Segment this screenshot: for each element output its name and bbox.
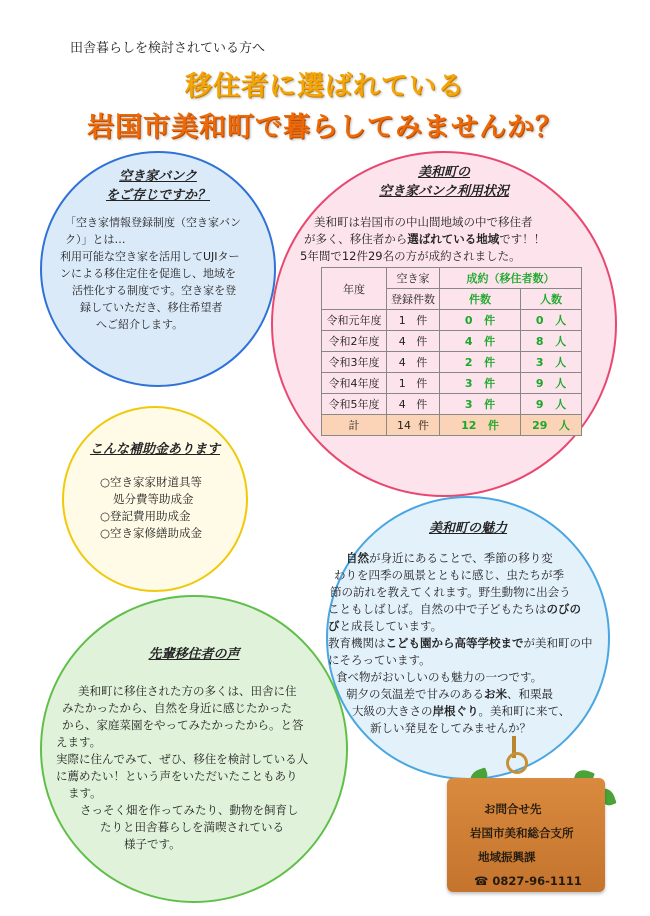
- charm-body: 自然が身近にあることで、季節の移り変 わりを四季の風景とともに感じ、虫たちが季 節の訪れを教えてくれます。野生動物に出会う こともしばしば。自然の中で子どもたちはのびの びと成長しています。 教育機関はこども園から高等学校までが美和町の中 にそろっています。 食べ物がおいしいのも魅力の一つです。 朝夕の気温差で甘みのあるお米、和栗最 大級の大きさの岸根ぐり。美和町に来て、 新しい発見をしてみませんか？: [328, 551, 593, 735]
- subsidy-item: ○空き家家財道具等: [100, 475, 203, 489]
- col-cases-header: 件数: [440, 289, 521, 310]
- akiya-bank-heading: 空き家バンク をご存じですか？: [105, 169, 210, 203]
- charm-heading: 美和町の魅力: [428, 521, 507, 536]
- intro-text: 田舎暮らしを検討されている方へ: [70, 41, 266, 56]
- col-contract-header: 成約（移住者数）: [440, 268, 582, 289]
- voices-heading: 先輩移住者の声: [148, 647, 240, 662]
- board-ring: [506, 752, 528, 774]
- table-total-row: 計 14 件 12 件 29 人: [322, 415, 582, 436]
- table-row: 令和3年度 4 件 2 件 3 人: [322, 352, 582, 373]
- col-year-header: 年度: [322, 268, 387, 310]
- subsidy-item: 処分費等助成金: [113, 492, 194, 506]
- contact-dept: 地域振興課: [478, 850, 536, 864]
- table-row: 令和元年度 1 件 0 件 0 人: [322, 310, 582, 331]
- col-reg-header2: 登録件数: [387, 289, 440, 310]
- subsidy-list: [100, 474, 240, 542]
- subsidy-item: ○登記費用助成金: [100, 509, 191, 523]
- usage-table: [321, 267, 582, 436]
- usage-intro: 美和町は岩国市の中山間地域の中で移住者 が多く、移住者から選ばれている地域です！！ 5年間で12件29名の方が成約されました。: [300, 215, 546, 263]
- contact-title: お問合せ先: [484, 802, 542, 816]
- akiya-bank-body: 「空き家情報登録制度（空き家バン ク）」とは… 利用可能な空き家を活用してUJIター ンによる移住定住を促進し、地域を 活性化する制度です。空き家を登 録していただき、移住希望者 へご紹介します。: [60, 216, 241, 331]
- subsidy-heading: こんな補助金あります: [89, 442, 220, 457]
- usage-table-wrap: [321, 267, 582, 436]
- contact-phone: 0827-96-1111: [492, 874, 582, 888]
- usage-heading: 美和町の 空き家バンク利用状況: [379, 165, 509, 199]
- subsidy-item: ○空き家修繕助成金: [100, 526, 203, 540]
- col-people-header: 人数: [521, 289, 582, 310]
- table-row: 令和5年度 4 件 3 件 9 人: [322, 394, 582, 415]
- voices-body: 美和町に移住された方の多くは、田舎に住 みたかったから、自然を身近に感じたかった から、家庭菜園をやってみたかったから。と答 えます。 実際に住んでみて、ぜひ、移住を検討している人 に薦めたい！という声をいただいたこともあり ます。 さっそく畑を作ってみたり、動物を飼育し たりと田舎暮らしを満喫されている 様子です。: [56, 684, 309, 851]
- contact-info: [470, 797, 605, 893]
- contact-office: 岩国市美和総合支所: [470, 826, 574, 840]
- page-title-line1: 移住者に選ばれている: [185, 71, 465, 102]
- table-row: 令和2年度 4 件 4 件 8 人: [322, 331, 582, 352]
- page-title-line2: 岩国市美和町で暮らしてみませんか？: [87, 112, 563, 143]
- phone-icon: ☎: [474, 874, 489, 888]
- table-row: 令和4年度 1 件 3 件 9 人: [322, 373, 582, 394]
- col-reg-header: 空き家: [387, 268, 440, 289]
